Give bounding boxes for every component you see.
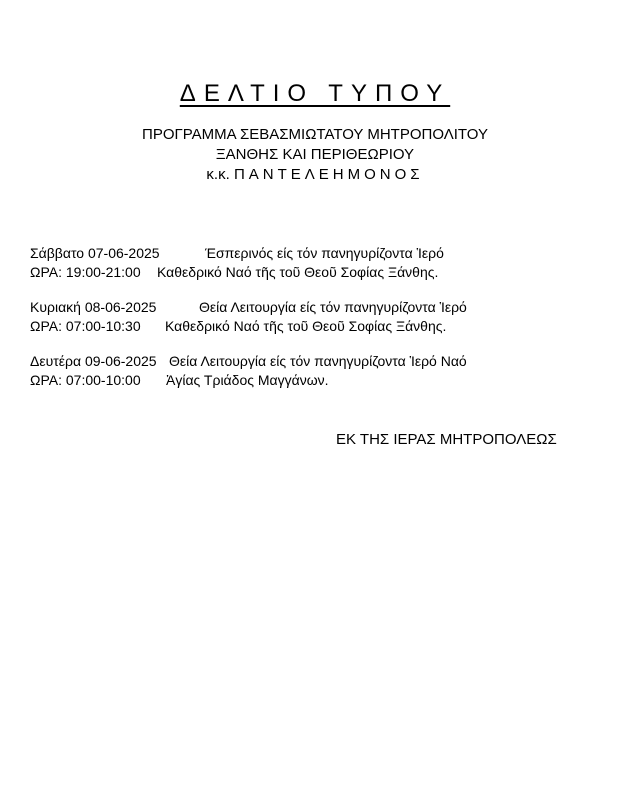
schedule-time: ΩΡΑ: 07:00-10:00 — [30, 372, 141, 388]
schedule-place: Ἁγίας Τριάδος Μαγγάνων. — [166, 372, 329, 388]
closing-signature: ΕΚ ΤΗΣ ΙΕΡΑΣ ΜΗΤΡΟΠΟΛΕΩΣ — [336, 431, 557, 448]
schedule-time: ΩΡΑ: 07:00-10:30 — [30, 318, 141, 334]
schedule-event: Έσπερινός είς τόν πανηγυρίζοντα Ἱερό — [205, 245, 444, 261]
schedule-date: Κυριακή 08-06-2025 — [30, 299, 157, 315]
document-title — [0, 80, 630, 108]
schedule-date: Σάββατο 07-06-2025 — [30, 245, 160, 261]
schedule-place: Καθεδρικό Ναό τῆς τοῦ Θεοῦ Σοφίας Ξάνθης. — [165, 318, 447, 334]
schedule-event: Θεία Λειτουργία είς τόν πανηγυρίζοντα Ἱερό — [199, 299, 467, 315]
subtitle-line-2: ΞΑΝΘΗΣ ΚΑΙ ΠΕΡΙΘΕΩΡΙΟΥ — [215, 146, 415, 163]
document-title-text: ΔΕΛΤΙΟ ΤΥΠΟΥ — [179, 80, 451, 107]
honorific-prefix: κ.κ. — [206, 166, 230, 183]
subtitle-line-1: ΠΡΟΓΡΑΜΜΑ ΣΕΒΑΣΜΙΩΤΑΤΟΥ ΜΗΤΡΟΠΟΛΙΤΟΥ — [141, 126, 488, 143]
schedule-time: ΩΡΑ: 19:00-21:00 — [30, 264, 141, 280]
schedule-date: Δευτέρα 09-06-2025 — [30, 353, 157, 369]
schedule-event: Θεία Λειτουργία είς τόν πανηγυρίζοντα Ἱερό Ναό — [169, 353, 467, 369]
subtitle-line-3 — [0, 165, 630, 185]
metropolitan-name: ΠΑΝΤΕΛΕΗΜΟΝΟΣ — [233, 166, 424, 183]
schedule-place: Καθεδρικό Ναό τῆς τοῦ Θεοῦ Σοφίας Ξάνθης. — [157, 264, 439, 280]
